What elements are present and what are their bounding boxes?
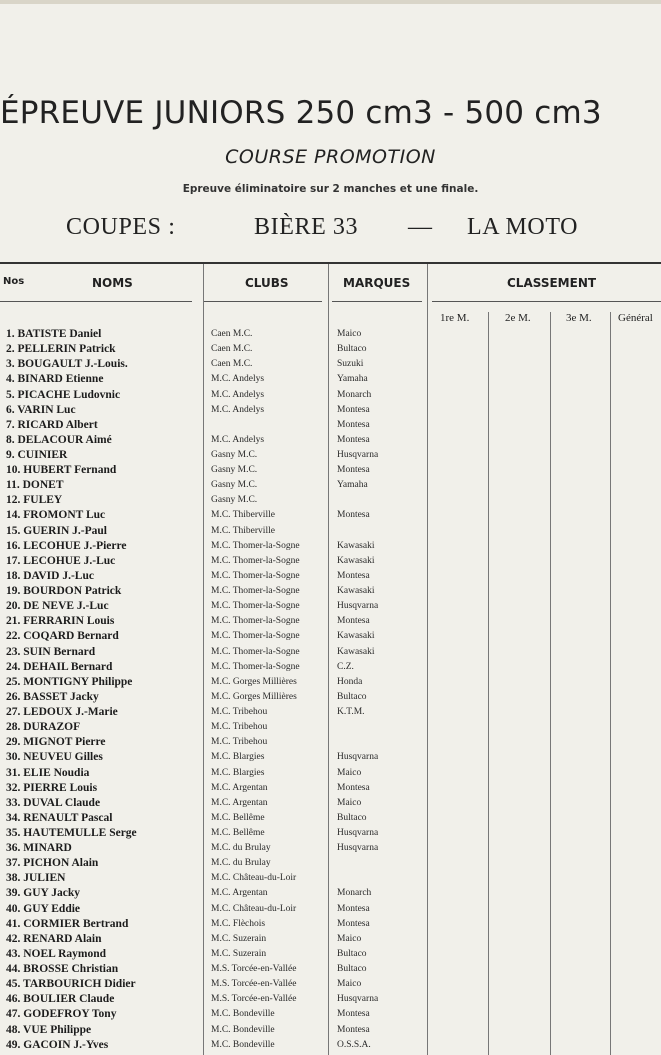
rider-make: C.Z.: [337, 661, 354, 672]
rider-name: 43. NOEL Raymond: [6, 947, 107, 960]
rider-club: M.C. Thomer-la-Sogne: [211, 661, 300, 672]
table-row: [0, 871, 661, 886]
rider-name: 22. COQARD Bernard: [6, 630, 119, 643]
table-row: [0, 826, 661, 841]
rider-name: 29. MIGNOT Pierre: [6, 736, 106, 749]
table-row: [0, 388, 661, 403]
rider-name: 39. GUY Jacky: [6, 887, 81, 900]
col-header-clubs: CLUBS: [245, 276, 289, 290]
rider-club: M.C. Flèchois: [211, 918, 266, 929]
rider-make: Bultaco: [337, 812, 367, 823]
rider-make: Bultaco: [337, 948, 367, 959]
rider-make: Kawasaki: [337, 555, 375, 566]
rider-make: Kawasaki: [337, 646, 375, 657]
rider-club: M.C. Gorges Millières: [211, 691, 297, 702]
rider-make: Kawasaki: [337, 586, 375, 596]
rider-make: Montesa: [337, 903, 370, 914]
table-row: [0, 690, 661, 705]
rider-name: 49. GACOIN J.-Yves: [6, 1038, 109, 1051]
rider-make: Husqvarna: [337, 450, 379, 460]
rider-name: 17. LECOHUE J.-Luc: [6, 554, 116, 567]
coupes-label: COUPES :: [66, 214, 176, 240]
rider-club: M.C. du Brulay: [211, 843, 271, 854]
rider-make: Montesa: [337, 918, 370, 929]
rider-name: 42. RENARD Alain: [6, 932, 102, 945]
rider-name: 7. RICARD Albert: [6, 418, 98, 431]
col-header-ranking: CLASSEMENT: [507, 276, 597, 290]
rider-make: Montesa: [337, 404, 370, 415]
rider-make: K.T.M.: [337, 707, 365, 717]
rider-make: Kawasaki: [337, 540, 375, 551]
table-row: [0, 403, 661, 418]
table-row: [0, 524, 661, 539]
rider-name: 37. PICHON Alain: [6, 857, 99, 870]
rider-name: 11. DONET: [6, 479, 64, 492]
rider-name: 25. MONTIGNY Philippe: [6, 675, 133, 688]
table-row: [0, 327, 661, 342]
table-row: [0, 766, 661, 781]
page-subtitle: COURSE PROMOTION: [225, 146, 436, 168]
rider-club: Gasny M.C.: [211, 450, 258, 460]
rider-make: Montesa: [337, 570, 370, 581]
rider-name: 12. FULEY: [6, 494, 63, 507]
col-header-names: NOMS: [92, 276, 133, 290]
table-row: [0, 478, 661, 493]
header-rule-clubs: [204, 301, 322, 302]
table-row: [0, 614, 661, 629]
rider-name: 16. LECOHUE J.-Pierre: [6, 539, 127, 552]
header-rule-makes: [332, 301, 422, 302]
subheader-manche-2: 2e M.: [505, 312, 531, 324]
rider-name: 23. SUIN Bernard: [6, 645, 96, 658]
rider-make: Husqvarna: [337, 752, 379, 763]
table-row: [0, 1023, 661, 1038]
table-row: [0, 660, 661, 675]
rider-name: 21. FERRARIN Louis: [6, 615, 115, 628]
rider-club: M.C. Andelys: [211, 404, 265, 415]
rider-name: 32. PIERRE Louis: [6, 781, 98, 794]
rider-make: Maico: [337, 797, 362, 808]
rider-name: 30. NEUVEU Gilles: [6, 751, 103, 764]
rider-club: M.C. Andelys: [211, 374, 265, 385]
rider-name: 26. BASSET Jacky: [6, 690, 99, 703]
rider-club: M.C. Thomer-la-Sogne: [211, 586, 300, 596]
table-row: [0, 342, 661, 357]
table-row: [0, 372, 661, 387]
rider-club: M.C. Bondeville: [211, 1039, 275, 1050]
table-row: [0, 992, 661, 1007]
table-row: [0, 947, 661, 962]
rider-club: M.C. Bellême: [211, 812, 265, 823]
rider-club: M.S. Torcée-en-Vallée: [211, 979, 297, 990]
rider-club: M.C. Andelys: [211, 389, 265, 400]
rider-make: Maico: [337, 933, 362, 944]
rider-make: Monarch: [337, 888, 372, 899]
rider-club: M.C. Thomer-la-Sogne: [211, 646, 300, 657]
rider-club: M.C. Thomer-la-Sogne: [211, 601, 300, 612]
header-rule-ranking: [432, 301, 661, 302]
table-row: [0, 917, 661, 932]
table-row: [0, 962, 661, 977]
table-top-rule: [0, 262, 661, 264]
rider-name: 38. JULIEN: [6, 872, 66, 885]
table-row: [0, 977, 661, 992]
table-row: [0, 1038, 661, 1053]
rider-make: Yamaha: [337, 374, 368, 385]
rider-make: Montesa: [337, 419, 370, 430]
header-rule-names: [0, 301, 192, 302]
table-row: [0, 856, 661, 871]
rider-name: 2. PELLERIN Patrick: [6, 343, 116, 356]
rider-club: M.C. Thiberville: [211, 510, 275, 521]
rider-make: Montesa: [337, 465, 370, 476]
col-header-number: Nos: [3, 276, 25, 287]
rider-club: M.C. Thomer-la-Sogne: [211, 555, 300, 566]
table-row: [0, 781, 661, 796]
table-row: [0, 463, 661, 478]
rider-make: Yamaha: [337, 480, 368, 491]
subheader-manche-1: 1re M.: [440, 312, 470, 324]
rider-name: 48. VUE Philippe: [6, 1023, 92, 1036]
rider-name: 4. BINARD Etienne: [6, 373, 104, 386]
rider-name: 36. MINARD: [6, 842, 72, 855]
rider-name: 34. RENAULT Pascal: [6, 811, 113, 824]
rider-name: 8. DELACOUR Aimé: [6, 433, 112, 446]
rider-club: M.C. Tribehou: [211, 722, 268, 733]
rider-make: Bultaco: [337, 344, 367, 355]
rider-club: M.C. Blargies: [211, 767, 265, 778]
rider-name: 1. BATISTE Daniel: [6, 328, 102, 340]
table-row: [0, 433, 661, 448]
rider-name: 9. CUINIER: [6, 449, 68, 461]
table-row: [0, 645, 661, 660]
coupes-sponsor-2: LA MOTO: [467, 214, 579, 240]
rider-club: Gasny M.C.: [211, 465, 258, 476]
table-row: [0, 902, 661, 917]
rider-club: Caen M.C.: [211, 359, 253, 370]
subheader-general: Général: [618, 312, 653, 324]
rider-name: 15. GUERIN J.-Paul: [6, 524, 107, 537]
rider-name: 6. VARIN Luc: [6, 403, 76, 416]
rider-make: Montesa: [337, 434, 370, 445]
event-description: Epreuve éliminatoire sur 2 manches et une finale.: [182, 183, 479, 195]
rider-name: 28. DURAZOF: [6, 721, 81, 734]
table-row: [0, 554, 661, 569]
table-row: [0, 418, 661, 433]
rider-club: M.C. Argentan: [211, 782, 268, 793]
rider-name: 45. TARBOURICH Didier: [6, 978, 136, 991]
rider-name: 47. GODEFROY Tony: [6, 1008, 117, 1021]
rider-name: 19. BOURDON Patrick: [6, 585, 122, 597]
table-row: [0, 357, 661, 372]
table-row: [0, 735, 661, 750]
rider-name: 44. BROSSE Christian: [6, 963, 119, 975]
rider-club: M.S. Torcée-en-Vallée: [211, 994, 297, 1005]
rider-club: M.C. Thomer-la-Sogne: [211, 616, 300, 627]
rider-club: Caen M.C.: [211, 344, 253, 355]
rider-club: M.C. Argentan: [211, 888, 268, 899]
rider-name: 35. HAUTEMULLE Serge: [6, 827, 137, 839]
table-row: [0, 1007, 661, 1022]
rider-name: 3. BOUGAULT J.-Louis.: [6, 358, 128, 371]
rider-club: M.C. Château-du-Loir: [211, 873, 297, 884]
rider-make: Honda: [337, 676, 363, 687]
table-row: [0, 584, 661, 599]
rider-club: M.C. Suzerain: [211, 948, 267, 959]
rider-make: Maico: [337, 767, 362, 778]
rider-name: 10. HUBERT Fernand: [6, 464, 117, 477]
table-row: [0, 886, 661, 901]
rider-club: M.C. Andelys: [211, 434, 265, 445]
table-row: [0, 720, 661, 735]
table-row: [0, 675, 661, 690]
rider-make: Husqvarna: [337, 994, 379, 1005]
rider-make: O.S.S.A.: [337, 1039, 371, 1050]
rider-name: 33. DUVAL Claude: [6, 796, 101, 809]
rider-make: Husqvarna: [337, 828, 379, 838]
table-row: [0, 705, 661, 720]
coupes-sponsor-1: BIÈRE 33: [254, 214, 359, 240]
rider-club: M.C. Suzerain: [211, 933, 267, 944]
rider-make: Maico: [337, 329, 362, 339]
rider-name: 41. CORMIER Bertrand: [6, 917, 129, 930]
table-row: [0, 841, 661, 856]
rider-make: Montesa: [337, 510, 370, 521]
rider-name: 31. ELIE Noudia: [6, 766, 90, 779]
rider-club: M.C. Bondeville: [211, 1024, 275, 1035]
rider-make: Bultaco: [337, 691, 367, 702]
rider-name: 24. DEHAIL Bernard: [6, 660, 113, 673]
table-row: [0, 796, 661, 811]
rider-make: Monarch: [337, 389, 372, 400]
page-title: ÉPREUVE JUNIORS 250 cm3 - 500 cm3: [0, 95, 602, 131]
rider-name: 18. DAVID J.-Luc: [6, 569, 94, 582]
rider-make: Montesa: [337, 616, 370, 627]
table-row: [0, 508, 661, 523]
rider-name: 14. FROMONT Luc: [6, 509, 106, 522]
table-row: [0, 493, 661, 508]
rider-club: M.C. Thomer-la-Sogne: [211, 631, 300, 642]
rider-club: M.S. Torcée-en-Vallée: [211, 964, 297, 974]
rider-make: Montesa: [337, 1009, 370, 1020]
rider-club: M.C. Thomer-la-Sogne: [211, 540, 300, 551]
rider-make: Montesa: [337, 782, 370, 793]
rider-club: M.C. Thiberville: [211, 525, 275, 536]
table-row: [0, 932, 661, 947]
rider-club: M.C. Bellême: [211, 828, 265, 838]
rider-name: 27. LEDOUX J.-Marie: [6, 706, 118, 718]
rider-club: Gasny M.C.: [211, 480, 258, 491]
rider-club: M.C. Tribehou: [211, 737, 268, 748]
table-row: [0, 750, 661, 765]
rider-club: M.C. Argentan: [211, 797, 268, 808]
table-row: [0, 569, 661, 584]
coupes-dash: —: [408, 214, 433, 240]
rider-make: Husqvarna: [337, 843, 379, 854]
table-row: [0, 599, 661, 614]
rider-name: 40. GUY Eddie: [6, 902, 81, 915]
rider-make: Husqvarna: [337, 601, 379, 612]
rider-club: M.C. Tribehou: [211, 707, 268, 717]
subheader-manche-3: 3e M.: [566, 312, 592, 324]
rider-name: 20. DE NEVE J.-Luc: [6, 600, 109, 613]
table-row: [0, 539, 661, 554]
col-header-makes: MARQUES: [343, 276, 411, 290]
rider-club: M.C. Gorges Millières: [211, 676, 297, 687]
rider-club: M.C. Blargies: [211, 752, 265, 763]
rider-club: M.C. Bondeville: [211, 1009, 275, 1020]
rider-club: M.C. Thomer-la-Sogne: [211, 570, 300, 581]
rider-make: Suzuki: [337, 359, 364, 370]
rider-club: Caen M.C.: [211, 329, 253, 339]
rider-club: M.C. Château-du-Loir: [211, 903, 297, 914]
rider-make: Kawasaki: [337, 631, 375, 642]
rider-make: Maico: [337, 979, 362, 990]
table-row: [0, 448, 661, 463]
table-row: [0, 811, 661, 826]
rider-make: Bultaco: [337, 964, 367, 974]
rider-club: Gasny M.C.: [211, 495, 258, 506]
rider-make: Montesa: [337, 1024, 370, 1035]
rider-name: 46. BOULIER Claude: [6, 993, 115, 1006]
page-top-edge: [0, 0, 661, 4]
rider-club: M.C. du Brulay: [211, 858, 271, 869]
rider-name: 5. PICACHE Ludovnic: [6, 388, 121, 401]
table-row: [0, 629, 661, 644]
